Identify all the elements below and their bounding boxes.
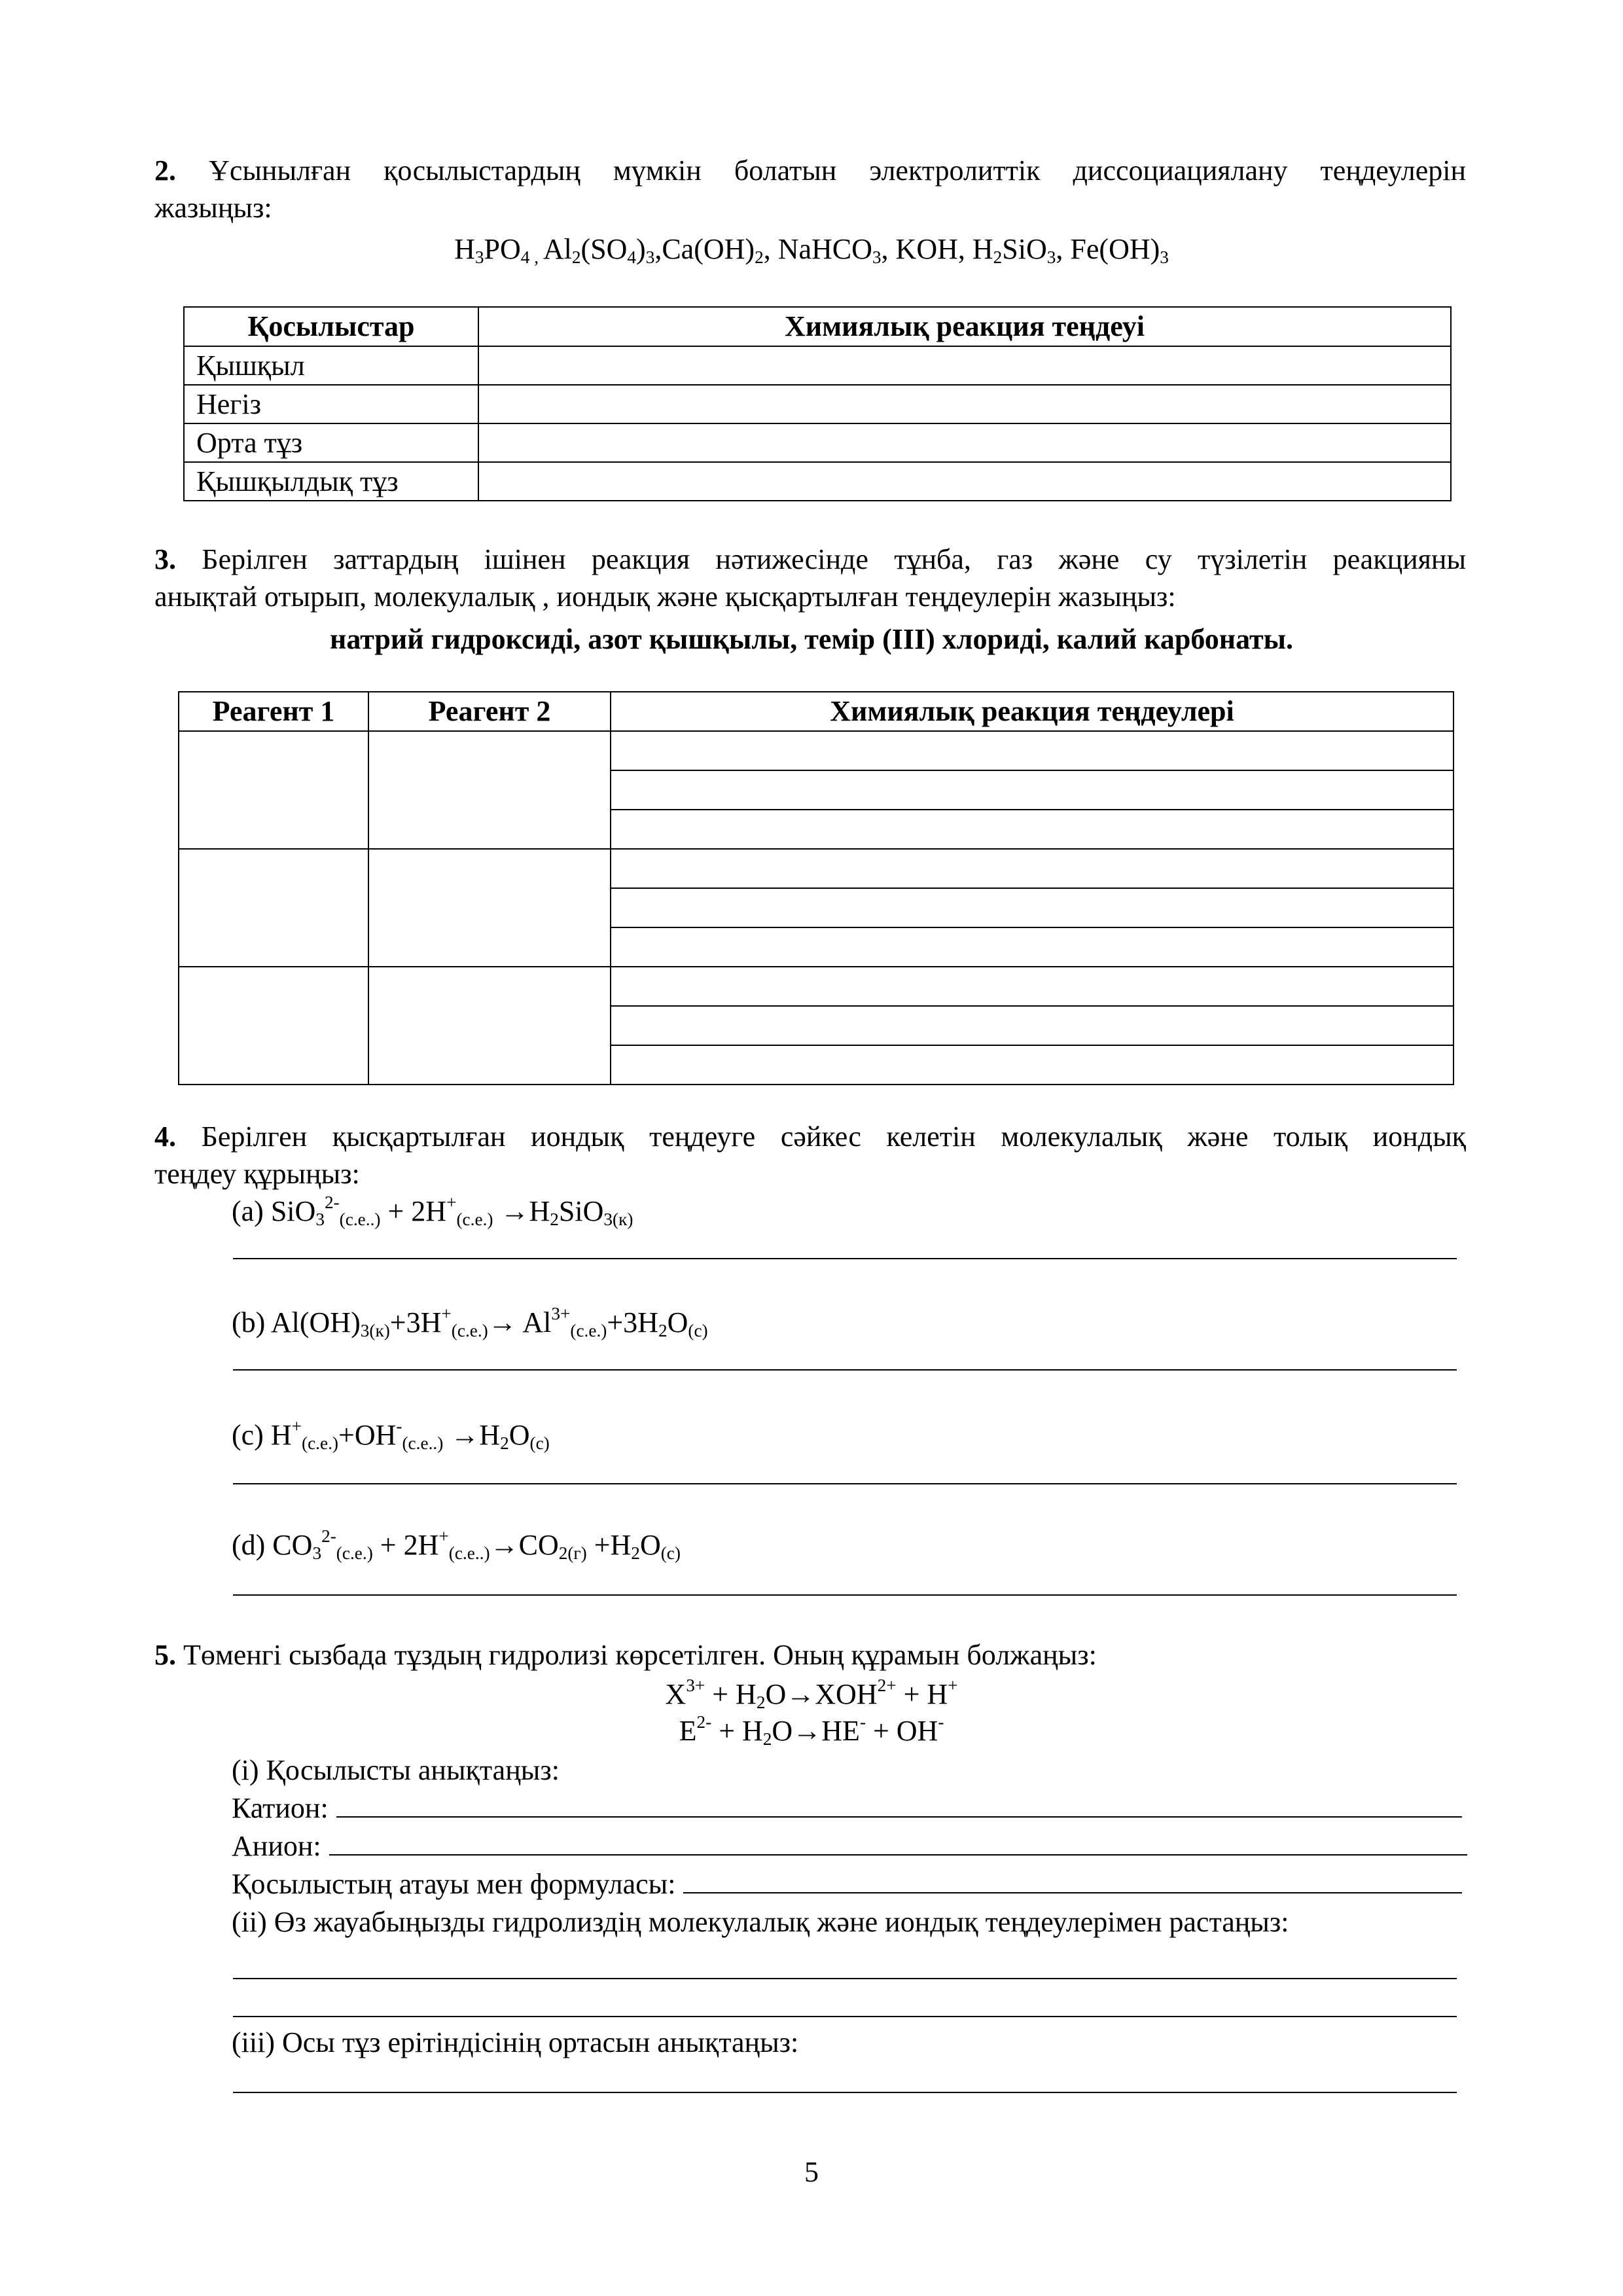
task3-equation-cell[interactable] xyxy=(611,849,1454,888)
name-formula-label: Қосылыстың атауы мен формуласы: xyxy=(232,1868,676,1900)
task4-line2: теңдеу құрыңыз: xyxy=(154,1158,360,1191)
task3-equation-cell[interactable] xyxy=(611,888,1454,927)
task4-answer-line-b[interactable] xyxy=(233,1369,1457,1371)
task2-answer-cell[interactable] xyxy=(478,385,1451,423)
name-formula-input-line[interactable] xyxy=(683,1866,1462,1893)
task4-answer-line-c[interactable] xyxy=(233,1483,1457,1484)
task3-number: 3. xyxy=(154,543,176,575)
task5-part-iii: (iii) Осы тұз ерітіндісінің ортасын анықтаңыз: xyxy=(232,2026,799,2058)
task3-reagent1-cell[interactable] xyxy=(179,731,368,849)
task3-equation-cell[interactable] xyxy=(611,810,1454,849)
task2-number: 2. xyxy=(154,154,176,187)
task2-row-label: Негіз xyxy=(184,385,478,423)
task5-hydrolysis-eq2: $E^{2-} + H_2O\to HE^- + OH^-$ xyxy=(679,1712,944,1749)
cation-label: Катион: xyxy=(232,1792,329,1824)
task2-header-equation: Химиялық реакция теңдеуі xyxy=(478,307,1451,346)
task5-statement: 5. Төменгі сызбада тұздың гидролизі көрсетілген. Оның құрамын болжаңыз: xyxy=(154,1639,1097,1671)
task3-reagent2-cell[interactable] xyxy=(368,849,611,967)
anion-input-line[interactable] xyxy=(329,1828,1467,1856)
task2-header-compounds: Қосылыстар xyxy=(184,307,478,346)
cation-input-line[interactable] xyxy=(336,1790,1462,1818)
task3-line2: анықтай отырып, молекулалық , иондық және қысқартылған теңдеулерін жазыңыз: xyxy=(154,581,1176,613)
task5-cation-row xyxy=(232,1789,1462,1827)
task4-equation-c: (c) $H^+_{(с.е.)}+OH^-_{(с.е..)} \to H_2O_{(с)}$ xyxy=(232,1416,550,1453)
task5-part-i: (i) Қосылысты анықтаңыз: xyxy=(232,1754,560,1786)
task4-equation-a: (a) $SiO_3^{2-}_{(с.е..)} + 2H^+_{(с.е.)} \to H_2SiO_{3(к)}$ xyxy=(232,1192,633,1229)
task3-table xyxy=(178,691,1454,1085)
task2-answer-cell[interactable] xyxy=(478,423,1451,462)
task4-answer-line-a[interactable] xyxy=(233,1258,1457,1259)
task3-equation-cell[interactable] xyxy=(611,1006,1454,1045)
task5-name-formula-row xyxy=(232,1865,1462,1903)
task4-statement xyxy=(154,1118,1466,1193)
task5-hydrolysis-eq1: $X^{3+} + H_2O\to XOH^{2+} + H^+$ xyxy=(665,1675,958,1712)
task3-equation-cell[interactable] xyxy=(611,731,1454,770)
task5-number: 5. xyxy=(154,1639,176,1671)
task5-iii-answer-line[interactable] xyxy=(233,2092,1457,2093)
task3-line1: 3. Берілген заттардың ішінен реакция нәтижесінде тұнба, газ және су түзілетін реакцияны xyxy=(154,543,1467,575)
page-number: 5 xyxy=(804,2156,819,2188)
task2-table xyxy=(183,306,1452,501)
task2-answer-cell[interactable] xyxy=(478,346,1451,385)
task2-formulas: $H_3PO_{4 ,}$ $Al_2(SO_4)_3,Ca(OH)_2$, NaHCO$_3$, KOH, $H_2SiO_3$, $Fe(OH)_3$ xyxy=(454,233,1169,267)
task3-header-reagent1: Реагент 1 xyxy=(179,692,368,731)
task3-equation-cell[interactable] xyxy=(611,770,1454,810)
task3-header-reagent2: Реагент 2 xyxy=(368,692,611,731)
task2-line2: жазыңыз: xyxy=(154,192,272,224)
task2-row-label: Орта тұз xyxy=(184,423,478,462)
task2-line1: 2. Ұсынылған қосылыстардың мүмкін болатын электролиттік диссоциациялану теңдеулерін xyxy=(154,154,1467,187)
task4-equation-b: (b) $Al(OH)_{3(к)}+3H^+_{(с.е.)}\to Al^{3+}_{(с.е.)}+3H_2O_{(с)}$ xyxy=(232,1303,708,1340)
task2-row-label: Қышқылдық тұз xyxy=(184,462,478,501)
task3-substances: натрий гидроксиді, азот қышқылы, темір (ІІІ) хлориді, калий карбонаты. xyxy=(330,623,1293,655)
task3-equation-cell[interactable] xyxy=(611,967,1454,1006)
task3-reagent1-cell[interactable] xyxy=(179,849,368,967)
task3-reagent2-cell[interactable] xyxy=(368,967,611,1085)
task5-anion-row xyxy=(232,1827,1467,1865)
task5-ii-answer-line-2[interactable] xyxy=(233,2016,1457,2017)
task5-part-ii: (ii) Өз жауабыңызды гидролиздің молекулалық және иондық теңдеулерімен растаңыз: xyxy=(232,1906,1289,1938)
anion-label: Анион: xyxy=(232,1830,321,1862)
task2-row-label: Қышқыл xyxy=(184,346,478,385)
task3-equation-cell[interactable] xyxy=(611,927,1454,967)
task4-number: 4. xyxy=(154,1121,176,1153)
task3-equation-cell[interactable] xyxy=(611,1045,1454,1085)
task2-statement xyxy=(154,152,1466,226)
task3-reagent2-cell[interactable] xyxy=(368,731,611,849)
task5-ii-answer-line-1[interactable] xyxy=(233,1978,1457,1979)
task3-reagent1-cell[interactable] xyxy=(179,967,368,1085)
task4-line1: 4. Берілген қысқартылған иондық теңдеуге сәйкес келетін молекулалық және толық иондық xyxy=(154,1121,1467,1153)
task4-answer-line-d[interactable] xyxy=(233,1594,1457,1596)
task3-statement xyxy=(154,541,1466,615)
task4-equation-d: (d) $CO_3^{2-}_{(с.е.)} + 2H^+_{(с.е..)}\to CO_{2(г)} +H_2O_{(с)}$ xyxy=(232,1526,681,1563)
task2-answer-cell[interactable] xyxy=(478,462,1451,501)
task3-header-equations: Химиялық реакция теңдеулері xyxy=(611,692,1454,731)
